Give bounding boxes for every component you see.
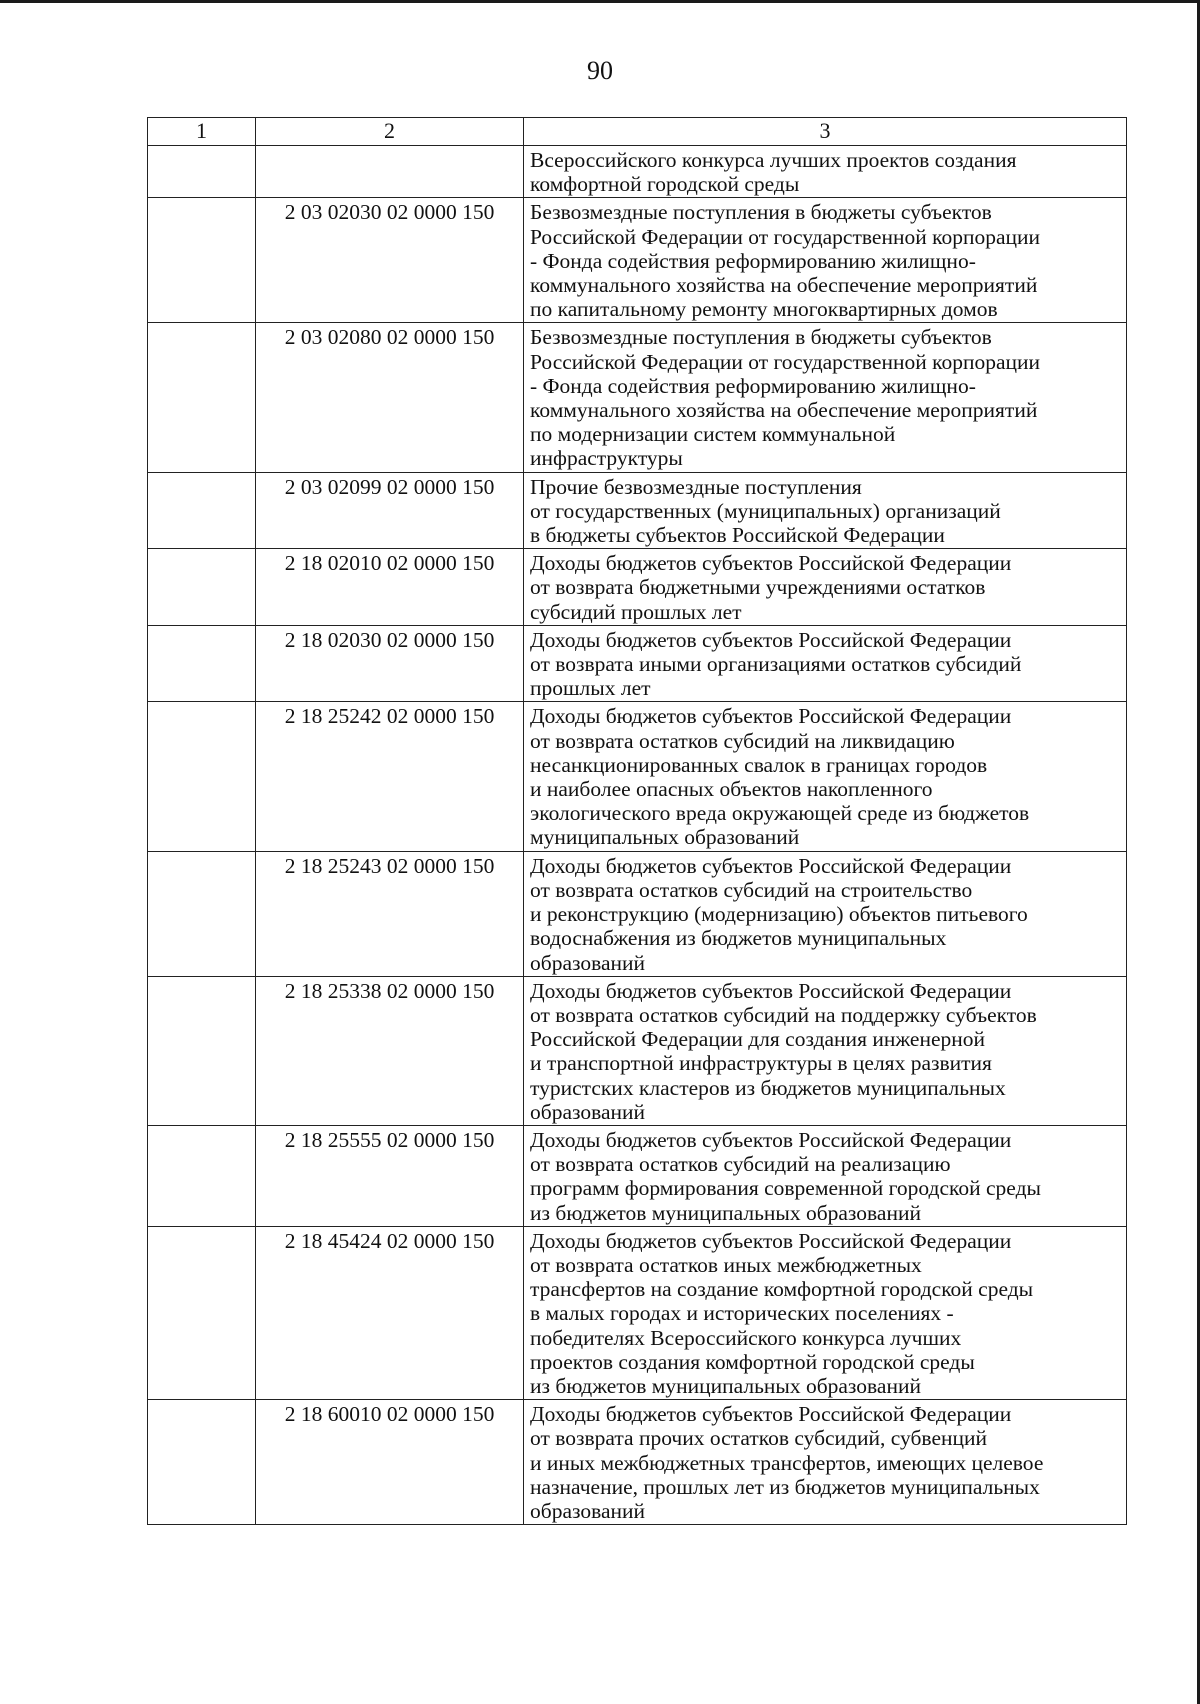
description-line: Всероссийского конкурса лучших проектов создания [530,148,1017,172]
description-line: от возврата иными организациями остатков субсидий [530,652,1022,677]
table-body [148,118,1127,1525]
row-col-1 [148,472,256,549]
table-row [148,198,1127,323]
description-line: от возврата остатков субсидий на ликвидацию [530,728,955,753]
description-line: проектов создания комфортной городской среды [530,1349,975,1374]
description-line: туристских кластеров из бюджетов муниципальных [530,1075,1006,1100]
row-col-1 [148,976,256,1125]
row-col-1 [148,549,256,626]
description-line: из бюджетов муниципальных образований [530,1200,921,1225]
description-line: в бюджеты субъектов Российской Федерации [530,523,945,548]
description-line: Безвозмездные поступления в бюджеты субъектов [530,200,992,225]
description-line: Доходы бюджетов субъектов Российской Федерации [530,1402,1012,1427]
budget-classification-table [147,117,1127,1525]
description-line: образований [530,1498,646,1523]
table-row [148,549,1127,626]
description-line: и наиболее опасных объектов накопленного [530,777,933,802]
budget-code: 2 18 02030 02 0000 150 [256,625,524,702]
income-description [524,1400,1127,1525]
description-line: от возврата остатков субсидий на строительство [530,877,973,902]
description-line: Доходы бюджетов субъектов Российской Федерации [530,1127,1012,1152]
description-line: прошлых лет [530,676,651,701]
budget-code [256,146,524,198]
row-col-1 [148,1226,256,1399]
description-line: от возврата прочих остатков субсидий, субвенций [530,1426,988,1451]
budget-code: 2 18 25242 02 0000 150 [256,702,524,851]
row-col-1 [148,702,256,851]
income-description [524,323,1127,472]
row-col-1 [148,198,256,323]
income-description [524,198,1127,323]
description-line: и транспортной инфраструктуры в целях развития [530,1051,992,1076]
income-description [524,976,1127,1125]
row-col-1 [148,851,256,976]
description-line: водоснабжения из бюджетов муниципальных [530,926,947,951]
table-row [148,851,1127,976]
budget-code: 2 18 25555 02 0000 150 [256,1125,524,1226]
income-description [524,549,1127,626]
description-line: Российской Федерации для создания инженерной [530,1027,986,1052]
description-line: назначение, прошлых лет из бюджетов муниципальных [530,1474,1040,1499]
description-line: коммунального хозяйства на обеспечение мероприятий [530,398,1038,423]
table-row [148,1226,1127,1399]
budget-code: 2 18 25338 02 0000 150 [256,976,524,1125]
description-line: из бюджетов муниципальных образований [530,1373,921,1398]
budget-code: 2 03 02099 02 0000 150 [256,472,524,549]
description-line: и иных межбюджетных трансфертов, имеющих целевое [530,1450,1044,1475]
income-description [524,625,1127,702]
table-row [148,976,1127,1125]
description-line: от возврата бюджетными учреждениями остатков [530,575,986,600]
description-line: от возврата остатков иных межбюджетных [530,1252,922,1277]
description-line: образований [530,950,646,975]
income-description [524,472,1127,549]
description-line: в малых городах и исторических поселениях - [530,1301,954,1326]
header-col-3: 3 [524,118,1127,146]
description-line: по капитальному ремонту многоквартирных домов [530,297,998,322]
description-line: Российской Федерации от государственной корпорации [530,224,1041,249]
description-line: - Фонда содействия реформированию жилищно- [530,373,976,398]
row-col-1 [148,1125,256,1226]
income-description [524,702,1127,851]
table-row [148,1125,1127,1226]
description-line: программ формирования современной городской среды [530,1176,1041,1201]
description-line: Российской Федерации от государственной корпорации [530,349,1041,374]
description-line: коммунального хозяйства на обеспечение мероприятий [530,273,1038,298]
description-line: Прочие безвозмездные поступления [530,474,862,499]
budget-code: 2 18 45424 02 0000 150 [256,1226,524,1399]
row-col-1 [148,323,256,472]
table-row [148,1400,1127,1525]
row-col-1 [148,625,256,702]
description-line: трансфертов на создание комфортной городской среды [530,1277,1034,1302]
description-line: комфортной городской среды [530,172,800,197]
description-line: от возврата остатков субсидий на реализацию [530,1152,951,1177]
income-description [524,146,1127,198]
description-line: Доходы бюджетов субъектов Российской Федерации [530,853,1012,878]
description-line: экологического вреда окружающей среде из бюджетов [530,801,1030,826]
description-line: Доходы бюджетов субъектов Российской Федерации [530,551,1012,576]
description-line: - Фонда содействия реформированию жилищно- [530,248,976,273]
description-line: от государственных (муниципальных) организаций [530,498,1001,523]
description-line: Безвозмездные поступления в бюджеты субъектов [530,325,992,350]
budget-code: 2 18 02010 02 0000 150 [256,549,524,626]
budget-code: 2 03 02080 02 0000 150 [256,323,524,472]
table-row [148,146,1127,198]
table-header-row [148,118,1127,146]
table-row [148,702,1127,851]
table-row [148,472,1127,549]
table-row [148,625,1127,702]
description-line: по модернизации систем коммунальной [530,422,896,447]
row-col-1 [148,146,256,198]
row-col-1 [148,1400,256,1525]
description-line: от возврата остатков субсидий на поддержку субъектов [530,1002,1037,1027]
header-col-1: 1 [148,118,256,146]
income-description [524,1226,1127,1399]
page-number: 90 [587,56,613,85]
description-line: инфраструктуры [530,446,683,471]
description-line: муниципальных образований [530,825,800,850]
scan-edge-top [0,0,1200,3]
budget-code: 2 18 25243 02 0000 150 [256,851,524,976]
description-line: Доходы бюджетов субъектов Российской Федерации [530,978,1012,1003]
description-line: образований [530,1099,646,1124]
description-line: Доходы бюджетов субъектов Российской Федерации [530,1228,1012,1253]
description-line: субсидий прошлых лет [530,599,742,624]
description-line: Доходы бюджетов субъектов Российской Федерации [530,704,1012,729]
description-line: победителях Всероссийского конкурса лучших [530,1325,962,1350]
description-line: и реконструкцию (модернизацию) объектов питьевого [530,902,1028,927]
header-col-2: 2 [256,118,524,146]
table-row [148,323,1127,472]
income-description [524,1125,1127,1226]
budget-code: 2 18 60010 02 0000 150 [256,1400,524,1525]
description-line: Доходы бюджетов субъектов Российской Федерации [530,627,1012,652]
income-description [524,851,1127,976]
budget-code: 2 03 02030 02 0000 150 [256,198,524,323]
description-line: несанкционированных свалок в границах городов [530,752,988,777]
